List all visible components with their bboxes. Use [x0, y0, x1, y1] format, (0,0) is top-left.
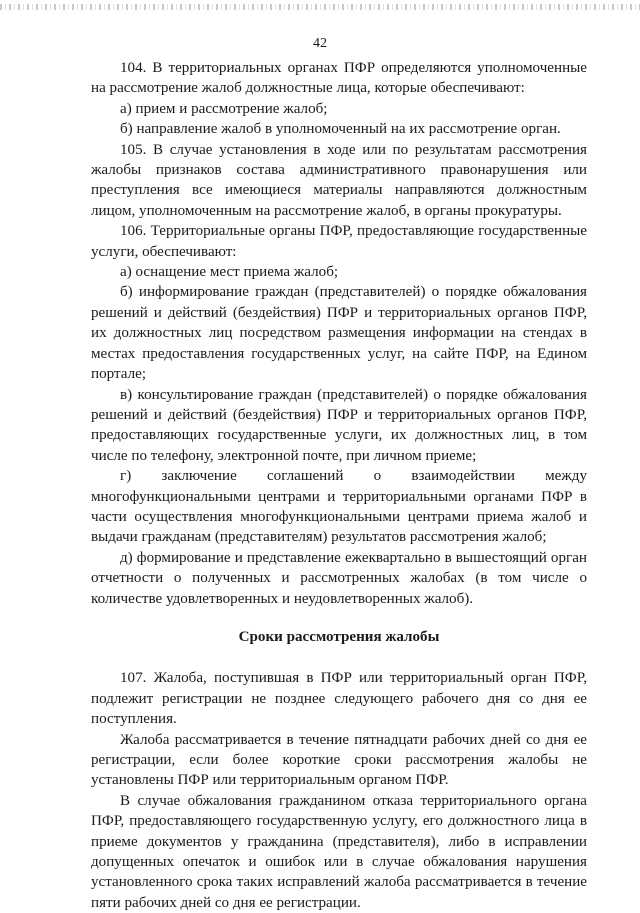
list-item-104b: б) направление жалоб в уполномоченный на их рассмотрение орган. — [120, 121, 561, 138]
page-number: 42 — [313, 36, 327, 51]
paragraph-106: 106. Территориальные органы ПФР, предоставляющие государственные услуги, обеспечивают: — [91, 223, 587, 260]
list-item-106a: а) оснащение мест приема жалоб; — [120, 264, 339, 281]
paragraph-107-term: Жалоба рассматривается в течение пятнадцати рабочих дней со дня ее регистрации, если более короткие сроки рассмотрения жалобы не установлены ПФР или территориальным органом ПФР. — [91, 731, 587, 789]
paragraph-107-refusal: В случае обжалования гражданином отказа территориального органа ПФР, предоставляющего государственную услугу, его должностного лица в приеме документов у гражданина (представителя), либо в исправлении допущенных опечаток и ошибок или в случае обжалования нарушения установленного срока таких исправлений жалоба рассматривается в течение пяти рабочих дней со дня ее регистрации. — [91, 792, 587, 911]
paragraph-105: 105. В случае установления в ходе или по результатам рассмотрения жалобы признаков состава административного правонарушения или преступления все имеющиеся материалы направляются должностным лицом, уполномоченным на рассмотрение жалоб, в органы прокуратуры. — [91, 141, 587, 219]
list-item-106b: б) информирование граждан (представителей) о порядке обжалования решений и действий (бездействия) ПФР и территориальных органов ПФР, их должностных лиц посредством размещения информации на стендах в местах предоставления государственных услуг, на сайте ПФР, на Едином портале; — [91, 284, 587, 383]
list-item-106e: д) формирование и представление ежеквартально в вышестоящий орган отчетности о полученных и рассмотренных жалобах (в том числе о количестве удовлетворенных и неудовлетворенных жалоб). — [91, 549, 587, 607]
list-item-106c: в) консультирование граждан (представителей) о порядке обжалования решений и действий (бездействия) ПФР и территориальных органов ПФР, предоставляющих государственные услуги, их должностных лиц, в том числе по телефону, электронной почте, при личном приеме; — [91, 386, 587, 464]
spacer — [91, 609, 587, 627]
section-heading: Сроки рассмотрения жалобы — [238, 628, 440, 645]
paragraph-107: 107. Жалоба, поступившая в ПФР или территориальный орган ПФР, подлежит регистрации не позднее следующего рабочего дня со дня ее поступления. — [91, 670, 587, 728]
list-item-106d: г) заключение соглашений о взаимодействии между многофункциональными центрами и территориальными органами ПФР в части осуществления многофункциональными центрами приема жалоб и выдачи гражданам (представителям) результатов рассмотрения жалоб; — [91, 468, 587, 546]
paragraph-104: 104. В территориальных органах ПФР определяются уполномоченные на рассмотрение жалоб должностные лица, которые обеспечивают: — [91, 60, 587, 97]
document-body — [91, 58, 587, 913]
scan-edge-artifact — [0, 4, 640, 10]
list-item-104a: а) прием и рассмотрение жалоб; — [120, 100, 328, 117]
spacer — [91, 647, 587, 668]
